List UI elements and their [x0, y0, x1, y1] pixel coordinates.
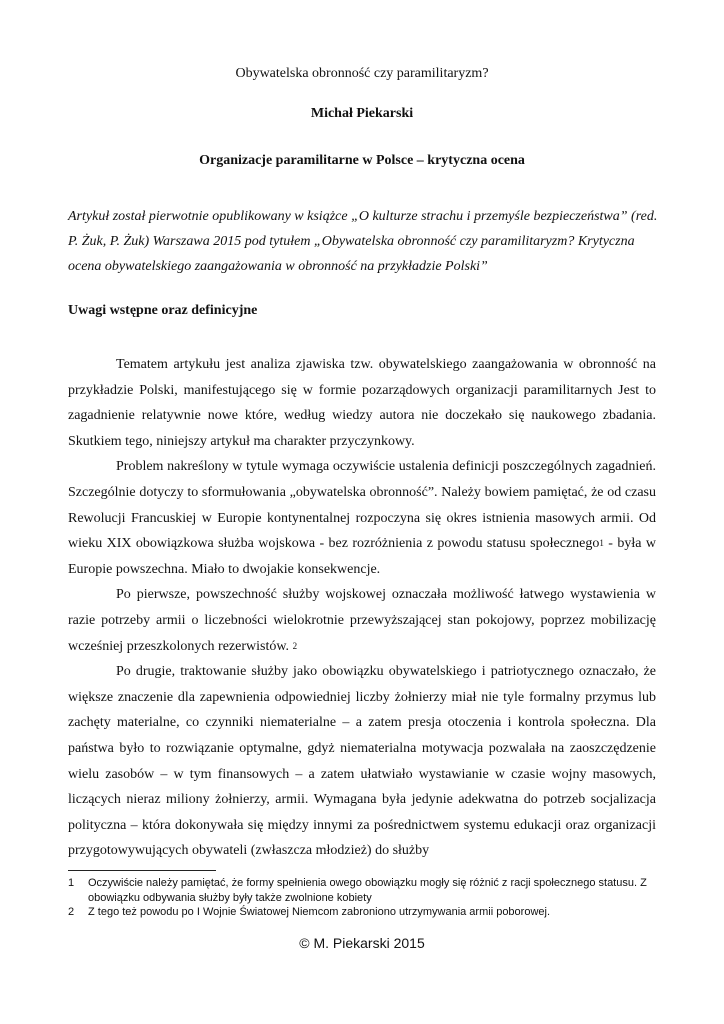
footnote-number: 2: [68, 906, 75, 918]
footnotes: [68, 876, 660, 920]
footnote-2: [68, 905, 660, 920]
copyright-footer: © M. Piekarski 2015: [299, 935, 425, 951]
footnote-1: [68, 876, 660, 905]
paragraph-1: Tematem artykułu jest analiza zjawiska tzw. obywatelskiego zaangażowania w obronność na przykładzie Polski, manifestującego się w formie pozarządowych organizacji paramilitarnych Jest to zagadnienie relatywnie nowe które, według wiedzy autora nie doczekało się naukowego zbadania. Skutkiem tego, niniejszy artykuł ma charakter przyczynkowy.: [68, 357, 656, 449]
paragraph-2-text-start: Problem nakreślony w tytule wymaga oczywiście ustalenia definicji poszczególnych zagadnień. Szczególnie dotyczy to sformułowania „obywatelska obronność”. Należy bowiem pamiętać, że od czasu Rewolucji Francuskiej w Europie kontynentalnej rozpoczyna się okres istnienia masowych armii. Od wieku XIX obowiązkowa służba wojskowa - bez rozróżnienia z powodu statusu społecznego: [68, 459, 656, 552]
article-subtitle: Organizacje paramilitarne w Polsce – krytyczna ocena: [199, 153, 525, 168]
body-text: [68, 352, 656, 864]
author-name: Michał Piekarski: [310, 106, 414, 121]
paragraph-3: [68, 582, 656, 659]
paragraph-3-text: Po pierwsze, powszechność służby wojskowej oznaczała możliwość łatwego wystawienia w razie potrzeby armii o liczebności wielokrotnie przewyższającej stan pokojowy, poprzez mobilizację wcześniej przeszkolonych rezerwistów.: [68, 587, 656, 654]
paragraph-2-text-end: - była w Europie powszechna. Miało to dwojakie konsekwencje.: [68, 536, 656, 577]
footnote-ref-1[interactable]: 1: [599, 538, 604, 549]
paragraph-2: [68, 454, 656, 582]
paragraph-4: Po drugie, traktowanie służby jako obowiązku obywatelskiego i patriotycznego oznaczało, że większe znaczenie dla zapewnienia odpowiedniej liczby żołnierzy miał nie tyle formalny przymus lub zachęty materialne, co czynniki niematerialne – a zatem presja otoczenia i kontrola społeczna. Dla państwa było to rozwiązanie optymalne, gdyż niematerialna motywacja pozwalała na zaoszczędzenie wielu zasobów – w tym finansowych – a zatem ułatwiało wystawianie w czasie wojny masowych, liczących nieraz miliony żołnierzy, armii. Wymagana była jedynie adekwatna do potrzeb socjalizacja polityczna – która dokonywała się między innymi za pośrednictwem systemu edukacji oraz organizacji przygotowywujących obywateli (zwłaszcza młodzież) do służby: [68, 664, 656, 859]
footnote-number: 1: [68, 877, 75, 889]
section-heading: Uwagi wstępne oraz definicyjne: [68, 303, 258, 318]
document-top-title: Obywatelska obronność czy paramilitaryzm?: [235, 66, 489, 81]
footnote-text: Oczywiście należy pamiętać, że formy spełnienia owego obowiązku mogły się różnić z racji społecznego statusu. Z obowiązku odbywania służby były także zwolnione kobiety: [88, 877, 647, 904]
footnote-text: Z tego też powodu po I Wojnie Światowej Niemcom zabroniono utrzymywania armii poborowej.: [88, 906, 551, 918]
footnote-ref-2[interactable]: 2: [292, 640, 298, 651]
footnote-separator: [68, 870, 216, 871]
publication-note: Artykuł został pierwotnie opublikowany w książce „O kulturze strachu i przemyśle bezpieczeństwa” (red. P. Żuk, P. Żuk) Warszawa 2015 pod tytułem „Obywatelska obronność czy paramilitaryzm? Krytyczna ocena obywatelskiego zaangażowania w obronność na przykładzie Polski”: [68, 209, 658, 274]
